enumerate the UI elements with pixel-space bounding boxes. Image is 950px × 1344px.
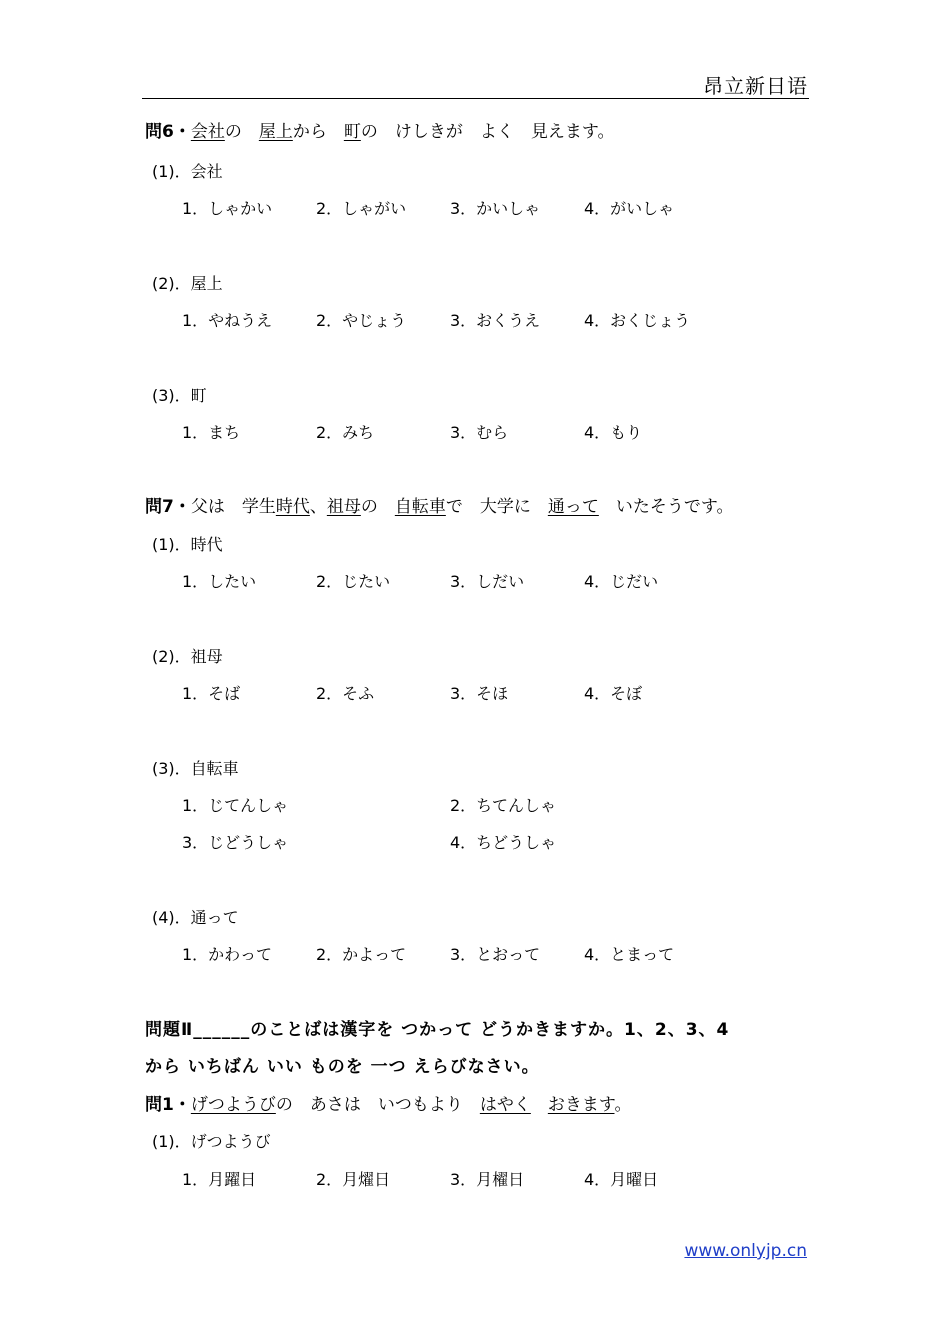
option[interactable]: 3．しだい [450, 572, 525, 591]
q6-target-2: 屋上 [258, 122, 293, 142]
q7-item-4-label: (4)．通って [152, 908, 239, 927]
footer-website-link[interactable]: www.onlyjp.cn [684, 1241, 807, 1261]
option[interactable]: 4．もり [584, 423, 643, 442]
option[interactable]: 1．やねうえ [182, 311, 273, 330]
option[interactable]: 4．そぼ [584, 684, 643, 703]
option[interactable]: 3．おくうえ [450, 311, 541, 330]
question-7-sentence [145, 495, 733, 519]
option[interactable]: 2．みち [316, 423, 375, 442]
option[interactable]: 1．したい [182, 572, 257, 591]
q7-text: 、 [309, 497, 327, 517]
section-2-instruction-line-1: 問題Ⅱ______のことばは漢字を つかって どうかきますか。1、2、3、4 [145, 1020, 730, 1040]
question-6-sentence [145, 120, 614, 144]
option[interactable]: 3．むら [450, 423, 509, 442]
option[interactable]: 2．しゃがい [316, 199, 407, 218]
q1-target-3: おきます [547, 1095, 615, 1115]
q1-text: の あさは いつもより [275, 1095, 480, 1115]
option[interactable]: 3．とおって [450, 945, 541, 964]
q1-target-1: げつようび [190, 1095, 276, 1115]
option[interactable]: 3．そほ [450, 684, 509, 703]
option[interactable]: 2．ちてんしゃ [450, 796, 557, 815]
option[interactable]: 2．じたい [316, 572, 391, 591]
option[interactable]: 3．じどうしゃ [182, 833, 289, 852]
q7-text: の [360, 497, 395, 517]
q7-item-1-label: (1)．時代 [152, 535, 223, 554]
q6-item-1-label: (1)．会社 [152, 162, 223, 181]
q7-target-3: 自転車 [394, 497, 446, 517]
header-divider [142, 98, 809, 99]
option[interactable]: 4．月曜日 [584, 1170, 659, 1189]
q7-target-4: 通って [547, 497, 599, 517]
option[interactable]: 2．やじょう [316, 311, 407, 330]
option[interactable]: 3．かいしゃ [450, 199, 541, 218]
q6-target-1: 会社 [190, 122, 225, 142]
q1-target-2: はやく [479, 1095, 531, 1115]
q7-target-1: 時代 [275, 497, 310, 517]
section-2-instruction-line-2: から いちばん いい ものを 一つ えらびなさい。 [145, 1057, 540, 1077]
option[interactable]: 4．がいしゃ [584, 199, 675, 218]
q6-text: から [292, 122, 344, 142]
option[interactable]: 2．かよって [316, 945, 407, 964]
q6-item-3-label: (3)．町 [152, 386, 207, 405]
q6-item-2-label: (2)．屋上 [152, 274, 223, 293]
question-6-label: 問6・ [145, 122, 191, 142]
option[interactable]: 1．月躍日 [182, 1170, 257, 1189]
question-1-label: 問1・ [145, 1095, 191, 1115]
q6-text: の [224, 122, 259, 142]
q7-target-2: 祖母 [326, 497, 361, 517]
option[interactable]: 4．じだい [584, 572, 659, 591]
option[interactable]: 3．月櫂日 [450, 1170, 525, 1189]
q7-text: 父は 学生 [190, 497, 276, 517]
q7-item-2-label: (2)．祖母 [152, 647, 223, 666]
q6-target-3: 町 [343, 122, 361, 142]
option[interactable]: 1．かわって [182, 945, 273, 964]
option[interactable]: 1．そば [182, 684, 241, 703]
header-title: 昂立新日语 [703, 74, 808, 98]
option[interactable]: 2．月燿日 [316, 1170, 391, 1189]
option[interactable]: 2．そふ [316, 684, 375, 703]
option[interactable]: 1．まち [182, 423, 241, 442]
question-7-label: 問7・ [145, 497, 191, 517]
option[interactable]: 4．ちどうしゃ [450, 833, 557, 852]
option[interactable]: 4．とまって [584, 945, 675, 964]
option[interactable]: 4．おくじょう [584, 311, 691, 330]
q6-text: の けしきが よく 見えます。 [360, 122, 615, 142]
q1-text [531, 1095, 548, 1115]
option[interactable]: 1．しゃかい [182, 199, 273, 218]
q7-text: で 大学に [445, 497, 548, 517]
q1-text: 。 [614, 1095, 632, 1115]
question-1-sentence [145, 1093, 631, 1117]
q1-item-1-label: (1)．げつようび [152, 1132, 271, 1151]
q7-text: いたそうです。 [598, 497, 734, 517]
q7-item-3-label: (3)．自転車 [152, 759, 239, 778]
option[interactable]: 1．じてんしゃ [182, 796, 289, 815]
